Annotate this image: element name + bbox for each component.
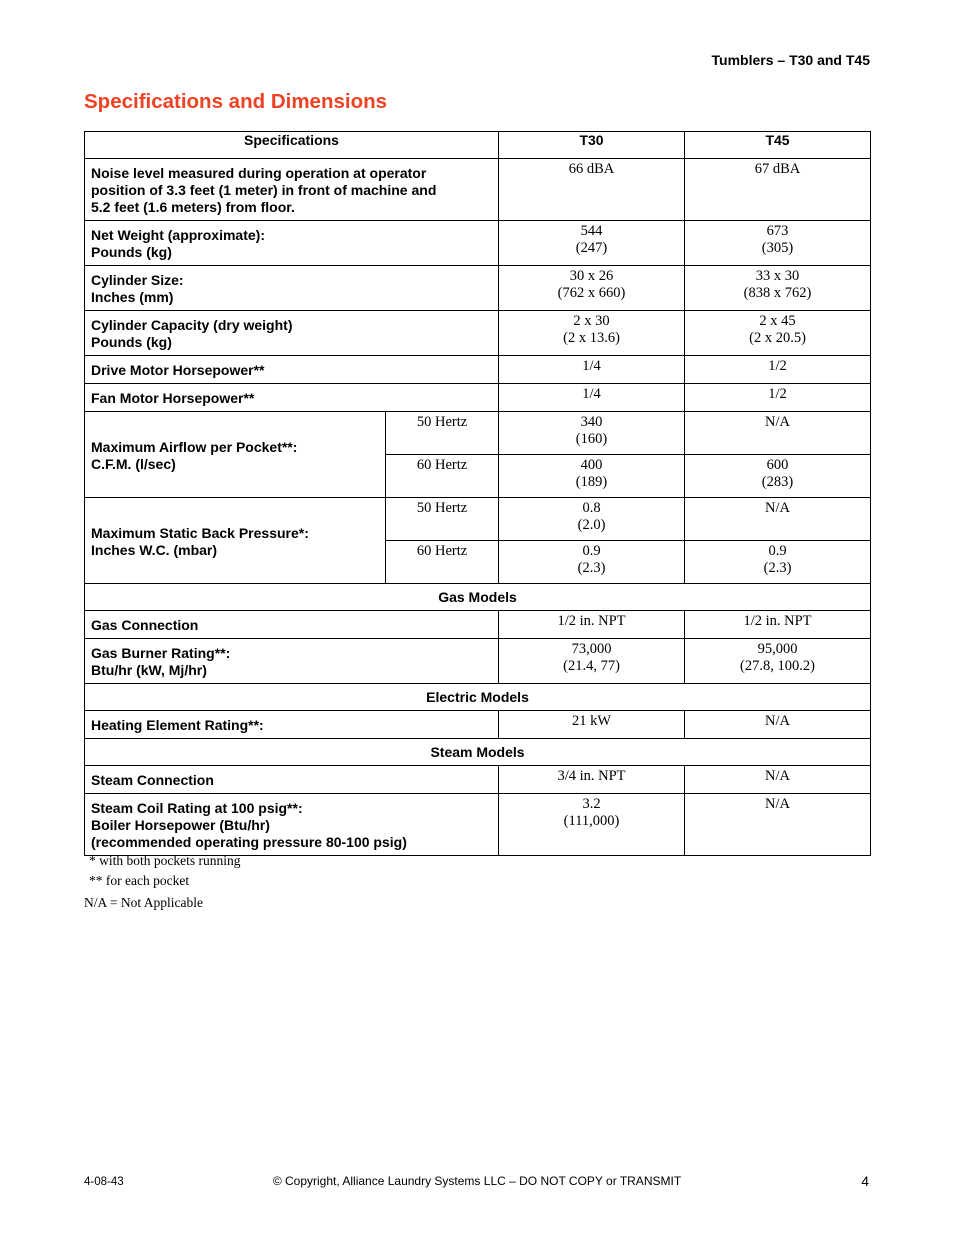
steam-coil-label-line: Boiler Horsepower (Btu/hr) (91, 817, 270, 833)
steam-coil-label (85, 794, 499, 856)
page-title: Specifications and Dimensions (84, 90, 388, 113)
header-specifications: Specifications (85, 132, 499, 159)
value-line: N/A (765, 500, 790, 516)
steam-coil-label-line: Steam Coil Rating at 100 psig**: (91, 800, 303, 816)
steam-connection-label: Steam Connection (85, 766, 499, 794)
header-t45: T45 (685, 132, 871, 159)
gas-connection-t30: 1/2 in. NPT (499, 611, 685, 639)
airflow-50hz-t30 (499, 412, 685, 455)
fan-motor-t30: 1/4 (499, 384, 685, 412)
noise-label (85, 159, 499, 221)
footnote-double-star: ** for each pocket (89, 873, 190, 888)
footnote-single-star: * with both pockets running (89, 853, 241, 868)
value-line: (247) (575, 240, 608, 256)
value-line: 0.9 (582, 543, 601, 559)
cylinder-size-label-line: Cylinder Size: (91, 272, 184, 288)
table-row-noise (85, 159, 871, 221)
table-row-heating-element (85, 711, 871, 739)
value-line: (305) (761, 240, 794, 256)
drive-motor-t45: 1/2 (685, 356, 871, 384)
airflow-label (85, 412, 386, 498)
value-line: (2.3) (577, 560, 606, 576)
table-row-drive-motor (85, 356, 871, 384)
cylinder-capacity-t45 (685, 311, 871, 356)
value-line: (189) (575, 474, 608, 490)
value-line: 673 (766, 223, 789, 239)
value-line: 3.2 (582, 796, 601, 812)
noise-label-line: Noise level measured during operation at operator (91, 165, 427, 181)
value-line: 544 (580, 223, 603, 239)
value-line: 2 x 45 (759, 313, 796, 329)
section-row-gas (85, 584, 871, 611)
steam-connection-t30: 3/4 in. NPT (499, 766, 685, 794)
value-line: 0.8 (582, 500, 601, 516)
static-pressure-50hz-t30 (499, 498, 685, 541)
cylinder-capacity-label (85, 311, 499, 356)
gas-burner-label-line: Btu/hr (kW, Mj/hr) (91, 662, 207, 678)
value-line: (283) (761, 474, 794, 490)
section-heading-electric-models: Electric Models (85, 684, 871, 711)
value-line: 73,000 (571, 641, 612, 657)
static-pressure-60hz-t30 (499, 541, 685, 584)
static-pressure-label (85, 498, 386, 584)
value-line: (2.3) (763, 560, 792, 576)
table-row-gas-burner (85, 639, 871, 684)
noise-label-line: position of 3.3 feet (1 meter) in front of machine and (91, 182, 437, 198)
steam-coil-label-line: (recommended operating pressure 80-100 psig) (91, 834, 407, 850)
gas-burner-t45 (685, 639, 871, 684)
airflow-50hz-t45 (685, 412, 871, 455)
static-pressure-hz-60: 60 Hertz (386, 541, 499, 584)
table-row-steam-coil (85, 794, 871, 856)
cylinder-capacity-t30 (499, 311, 685, 356)
value-line: (2 x 20.5) (749, 330, 806, 346)
fan-motor-t45: 1/2 (685, 384, 871, 412)
table-row-airflow-50hz (85, 412, 871, 455)
noise-t30: 66 dBA (499, 159, 685, 221)
value-line: (762 x 660) (557, 285, 626, 301)
cylinder-capacity-label-line: Cylinder Capacity (dry weight) (91, 317, 293, 333)
heating-element-label: Heating Element Rating**: (85, 711, 499, 739)
table-row-steam-connection (85, 766, 871, 794)
specifications-table (84, 131, 871, 856)
net-weight-label (85, 221, 499, 266)
table-row-fan-motor (85, 384, 871, 412)
value-line: 0.9 (768, 543, 787, 559)
footnotes (84, 852, 241, 914)
net-weight-t30 (499, 221, 685, 266)
table-row-static-pressure-50hz (85, 498, 871, 541)
value-line: (21.4, 77) (563, 658, 620, 674)
document-number: 4-08-43 (84, 1176, 124, 1188)
value-line: (2 x 13.6) (563, 330, 620, 346)
gas-burner-label-line: Gas Burner Rating**: (91, 645, 231, 661)
heating-element-t30: 21 kW (499, 711, 685, 739)
noise-t45: 67 dBA (685, 159, 871, 221)
value-line: 95,000 (757, 641, 798, 657)
table-header-row (85, 132, 871, 159)
cylinder-size-t30 (499, 266, 685, 311)
value-line: (160) (575, 431, 608, 447)
airflow-label-line: Maximum Airflow per Pocket**: (91, 438, 298, 455)
section-row-steam (85, 739, 871, 766)
static-pressure-label-line: Maximum Static Back Pressure*: (91, 524, 309, 541)
table-row-cylinder-capacity (85, 311, 871, 356)
airflow-hz-50: 50 Hertz (386, 412, 499, 455)
static-pressure-hz-50: 50 Hertz (386, 498, 499, 541)
drive-motor-label: Drive Motor Horsepower** (85, 356, 499, 384)
steam-coil-t30 (499, 794, 685, 856)
steam-connection-t45: N/A (685, 766, 871, 794)
steam-coil-t45: N/A (685, 794, 871, 856)
gas-connection-label: Gas Connection (85, 611, 499, 639)
airflow-60hz-t30 (499, 455, 685, 498)
cylinder-size-t45 (685, 266, 871, 311)
section-heading-steam-models: Steam Models (85, 739, 871, 766)
page-number: 4 (861, 1173, 869, 1189)
airflow-label-line: C.F.M. (l/sec) (91, 455, 176, 472)
airflow-hz-60: 60 Hertz (386, 455, 499, 498)
cylinder-size-label (85, 266, 499, 311)
value-line: 33 x 30 (755, 268, 800, 284)
table-row-gas-connection (85, 611, 871, 639)
value-line: (27.8, 100.2) (740, 658, 815, 674)
running-head: Tumblers – T30 and T45 (711, 52, 870, 68)
value-line: 2 x 30 (573, 313, 610, 329)
value-line: 600 (766, 457, 789, 473)
value-line: 30 x 26 (569, 268, 614, 284)
static-pressure-60hz-t45 (685, 541, 871, 584)
static-pressure-50hz-t45 (685, 498, 871, 541)
section-heading-gas-models: Gas Models (85, 584, 871, 611)
static-pressure-label-line: Inches W.C. (mbar) (91, 541, 218, 558)
table-row-cylinder-size (85, 266, 871, 311)
value-line: N/A (765, 414, 790, 430)
table-row-net-weight (85, 221, 871, 266)
net-weight-label-line: Net Weight (approximate): (91, 227, 265, 243)
value-line: (2.0) (577, 517, 606, 533)
value-line: (111,000) (563, 813, 620, 829)
value-line: (838 x 762) (743, 285, 812, 301)
cylinder-size-label-line: Inches (mm) (91, 289, 174, 305)
net-weight-label-line: Pounds (kg) (91, 244, 172, 260)
footnote-not-applicable: N/A = Not Applicable (84, 895, 203, 910)
cylinder-capacity-label-line: Pounds (kg) (91, 334, 172, 350)
airflow-60hz-t45 (685, 455, 871, 498)
fan-motor-label: Fan Motor Horsepower** (85, 384, 499, 412)
drive-motor-t30: 1/4 (499, 356, 685, 384)
value-line: 400 (580, 457, 603, 473)
net-weight-t45 (685, 221, 871, 266)
value-line: 340 (580, 414, 603, 430)
gas-burner-label (85, 639, 499, 684)
gas-burner-t30 (499, 639, 685, 684)
section-row-electric (85, 684, 871, 711)
header-t30: T30 (499, 132, 685, 159)
heating-element-t45: N/A (685, 711, 871, 739)
gas-connection-t45: 1/2 in. NPT (685, 611, 871, 639)
noise-label-line: 5.2 feet (1.6 meters) from floor. (91, 199, 295, 215)
copyright-notice: © Copyright, Alliance Laundry Systems LLC – DO NOT COPY or TRANSMIT (272, 1174, 682, 1188)
